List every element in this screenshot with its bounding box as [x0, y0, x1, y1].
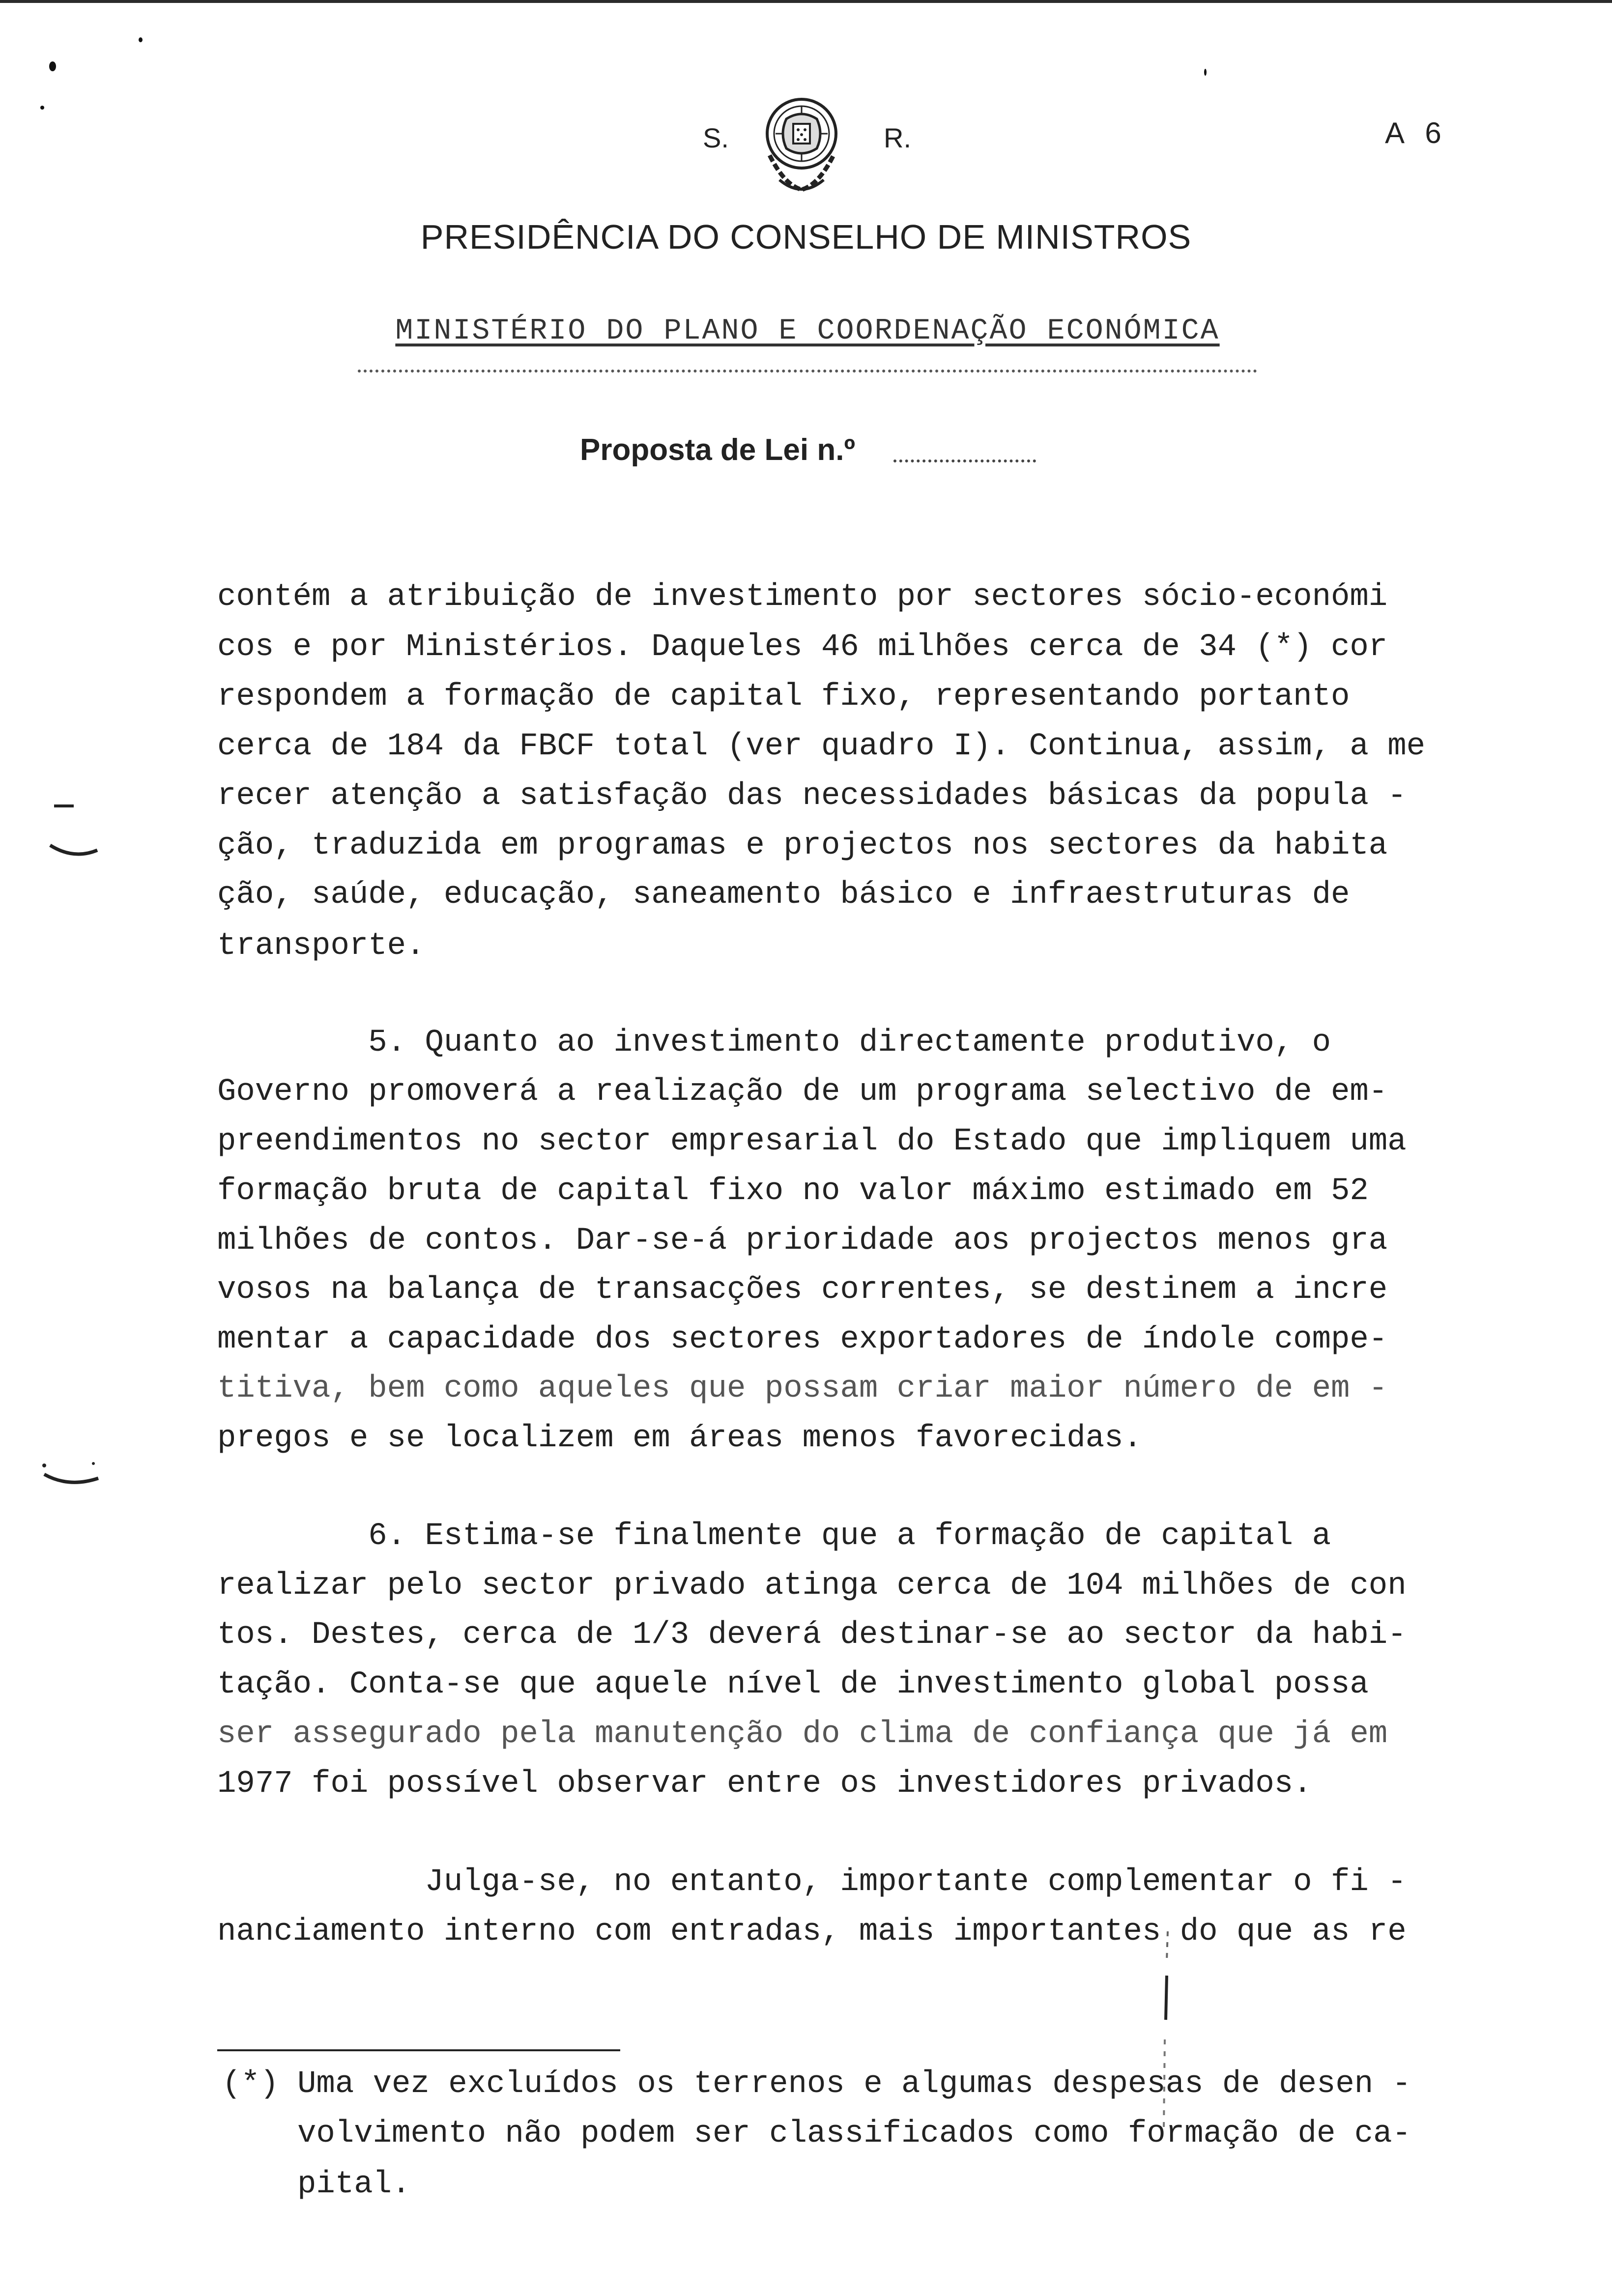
ministry-title	[358, 315, 1257, 348]
body-line: ção, saúde, educação, saneamento básico e infraestruturas de	[217, 877, 1350, 913]
body-line: 1977 foi possível observar entre os investidores privados.	[217, 1766, 1312, 1802]
scan-speck	[40, 106, 44, 110]
portugal-coat-of-arms-icon	[745, 86, 858, 200]
body-line: cos e por Ministérios. Daqueles 46 milhões cerca de 34 (*) cor	[217, 630, 1388, 665]
vertical-dash-mark	[1158, 1931, 1178, 2138]
body-line: nanciamento interno com entradas, mais importantes do que as re	[217, 1914, 1407, 1950]
body-line: ser assegurado pela manutenção do clima de confiança que já em	[217, 1717, 1388, 1752]
proposal-number-blank	[893, 459, 1036, 462]
body-line: 6. Estima-se finalmente que a formação de capital a	[217, 1519, 1331, 1554]
scan-speck	[139, 37, 143, 42]
footnote-rule	[217, 2049, 620, 2051]
body-line: Julga-se, no entanto, importante complementar o fi -	[217, 1865, 1407, 1900]
ministry-title-text: MINISTÉRIO DO PLANO E COORDENAÇÃO ECONÓMICA	[395, 315, 1220, 348]
body-line: tos. Destes, cerca de 1/3 deverá destinar-se ao sector da habi-	[217, 1617, 1407, 1653]
body-line: contém a atribuição de investimento por sectores sócio-económi	[217, 579, 1388, 615]
body-line: transporte.	[217, 928, 425, 964]
scan-speck	[1204, 69, 1207, 76]
body-line: realizar pelo sector privado atinga cerca de 104 milhões de con	[217, 1568, 1407, 1604]
body-line: cerca de 184 da FBCF total (ver quadro I). Continua, assim, a me	[217, 729, 1425, 764]
body-line: Governo promoverá a realização de um programa selectivo de em-	[217, 1074, 1388, 1110]
header-letter-r: R.	[884, 122, 911, 153]
body-line: recer atenção a satisfação das necessidades básicas da popula -	[217, 778, 1407, 814]
scan-speck	[49, 61, 56, 71]
footnote-line: volvimento não podem ser classificados como formação de ca-	[297, 2116, 1411, 2152]
presidency-title: PRESIDÊNCIA DO CONSELHO DE MINISTROS	[420, 218, 1192, 256]
body-line: mentar a capacidade dos sectores exportadores de índole compe-	[217, 1322, 1388, 1357]
margin-bracket-mark	[29, 1460, 103, 1499]
body-line: preendimentos no sector empresarial do Estado que impliquem uma	[217, 1124, 1407, 1159]
body-line: tação. Conta-se que aquele nível de investimento global possa	[217, 1667, 1369, 1702]
body-line: 5. Quanto ao investimento directamente produtivo, o	[217, 1025, 1331, 1061]
scan-edge-line	[0, 0, 1612, 3]
body-line: pregos e se localizem em áreas menos favorecidas.	[217, 1421, 1142, 1456]
body-line: vosos na balança de transacções correntes, se destinem a incre	[217, 1272, 1388, 1308]
ministry-dotted-rule	[358, 370, 1257, 373]
footnote-marker: (*)	[222, 2066, 279, 2102]
header-letter-s: S.	[703, 122, 729, 153]
page-code: A 6	[1385, 116, 1448, 149]
body-line: respondem a formação de capital fixo, representando portanto	[217, 679, 1350, 715]
proposal-label: Proposta de Lei n.º	[580, 433, 856, 467]
margin-bracket-mark	[44, 796, 103, 860]
body-line: formação bruta de capital fixo no valor máximo estimado em 52	[217, 1174, 1369, 1209]
body-line: milhões de contos. Dar-se-á prioridade aos projectos menos gra	[217, 1223, 1388, 1259]
footnote-line: Uma vez excluídos os terrenos e algumas despesas de desen -	[297, 2066, 1411, 2102]
body-line: ção, traduzida em programas e projectos nos sectores da habita	[217, 828, 1388, 863]
body-line: titiva, bem como aqueles que possam criar maior número de em -	[217, 1371, 1388, 1406]
footnote-line: pital.	[297, 2167, 411, 2202]
